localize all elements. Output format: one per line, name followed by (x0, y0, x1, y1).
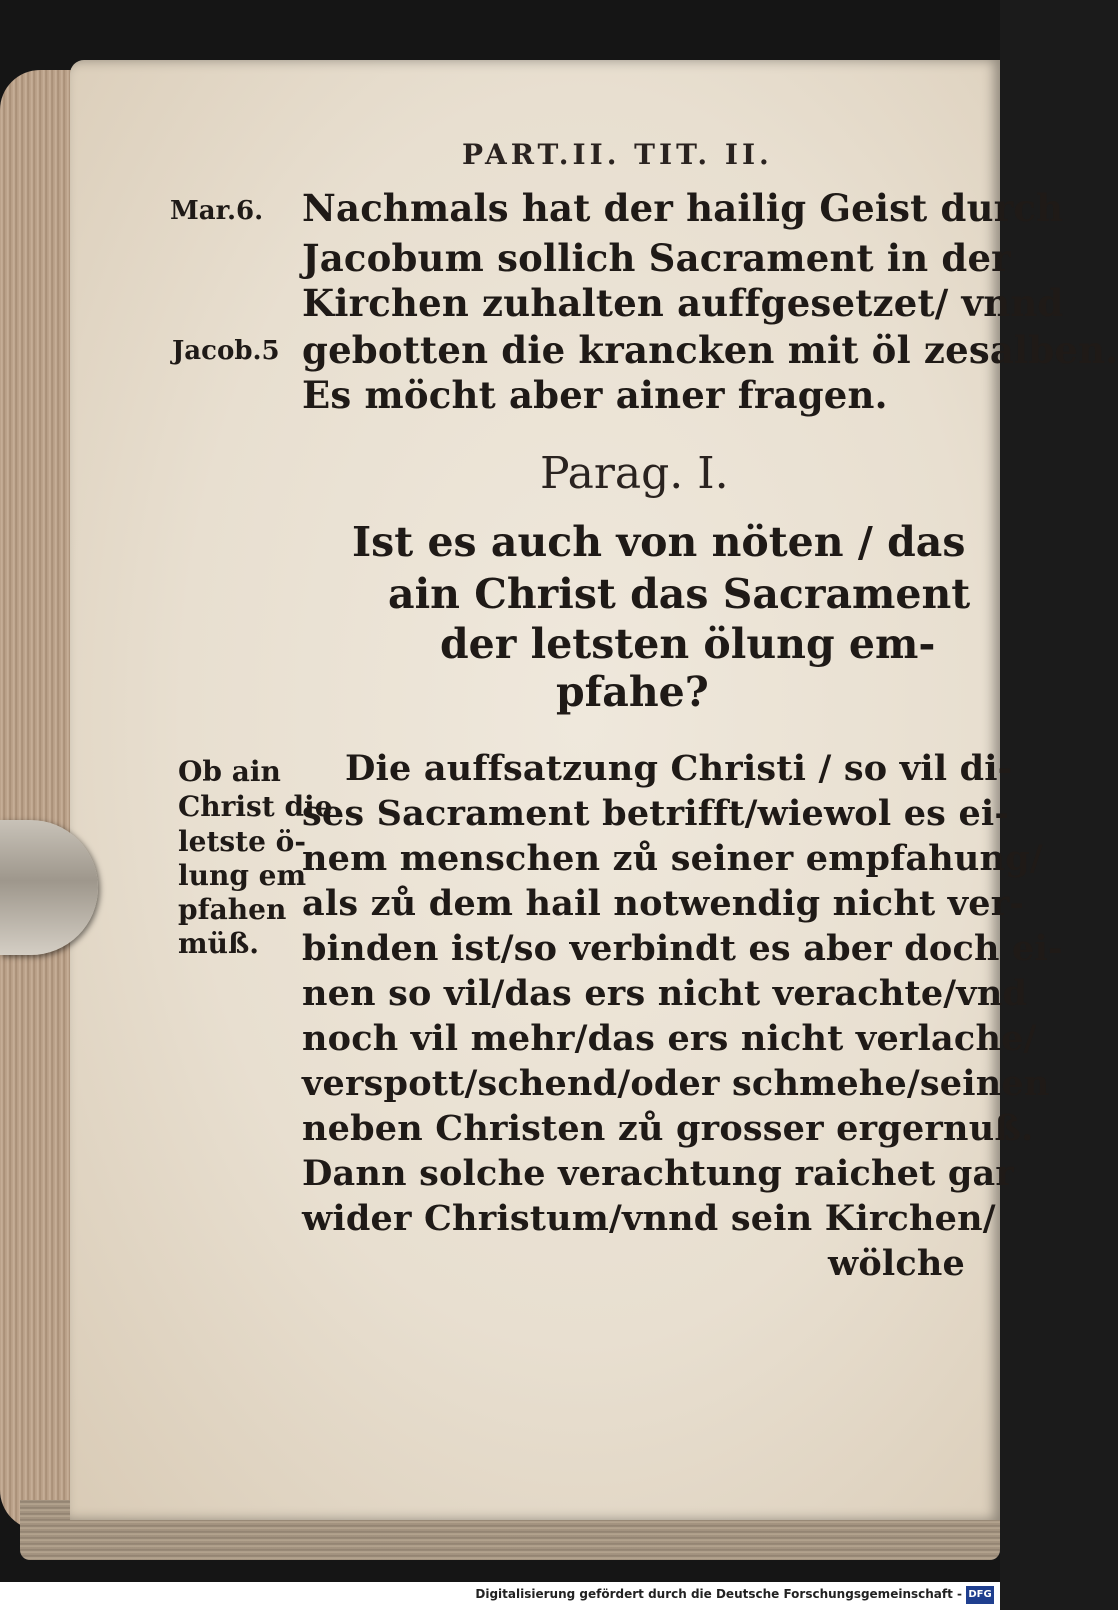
body-line: ses Sacrament betrifft/wiewol es ei- (302, 793, 1010, 834)
dfg-logo-icon: DFG (966, 1586, 994, 1604)
section-heading-line: Ist es auch von nöten / das (352, 518, 966, 566)
section-heading-line: der letsten ölung em- (440, 620, 936, 668)
intro-line: Es möcht aber ainer fragen. (302, 373, 888, 417)
body-line: neben Christen zů grosser ergernuß. (302, 1108, 1034, 1149)
body-line: nem menschen zů seiner empfahung/ (302, 838, 1043, 879)
body-line: noch vil mehr/das ers nicht verlache/ (302, 1018, 1037, 1059)
section-label: Parag. I. (540, 448, 729, 499)
body-line: Dann solche verachtung raichet gar (302, 1153, 1015, 1194)
side-note-line: pfahen (178, 893, 287, 926)
intro-line: gebotten die krancken mit öl zesalben. (302, 328, 1118, 372)
section-heading-line: ain Christ das Sacrament (388, 570, 971, 618)
body-line: wider Christum/vnnd sein Kirchen/ (302, 1198, 996, 1239)
digitization-footer (0, 1582, 1000, 1610)
side-note-line: letste ö- (178, 825, 306, 858)
body-line: binden ist/so verbindt es aber doch ei- (302, 928, 1063, 969)
margin-note-jacob: Jacob.5 (172, 336, 280, 366)
intro-line: Jacobum sollich Sacrament in der (302, 236, 1011, 280)
intro-line: Kirchen zuhalten auffgesetzet/ vnnd (302, 281, 1064, 325)
side-note-line: müß. (178, 927, 260, 960)
book-fore-edge (0, 70, 80, 1530)
margin-note-mar: Mar.6. (170, 196, 264, 226)
side-note-line: lung em (178, 859, 307, 892)
footer-credit: Digitalisierung gefördert durch die Deutsche Forschungsgemeinschaft - (475, 1587, 962, 1601)
side-note-line: Christ die (178, 790, 333, 823)
intro-line: Nachmals hat der hailig Geist durch (302, 186, 1064, 230)
section-heading-line: pfahe? (556, 668, 709, 716)
body-line: nen so vil/das ers nicht verachte/vnd (302, 973, 1028, 1014)
body-line: Die auffsatzung Christi / so vil di- (345, 748, 1013, 789)
running-head: PART.II. TIT. II. (462, 138, 773, 171)
side-note-line: Ob ain (178, 755, 281, 788)
body-line: verspott/schend/oder schmehe/seinen (302, 1063, 1050, 1104)
catchword: wölche (828, 1243, 965, 1284)
body-line: als zů dem hail notwendig nicht ver- (302, 883, 1025, 924)
